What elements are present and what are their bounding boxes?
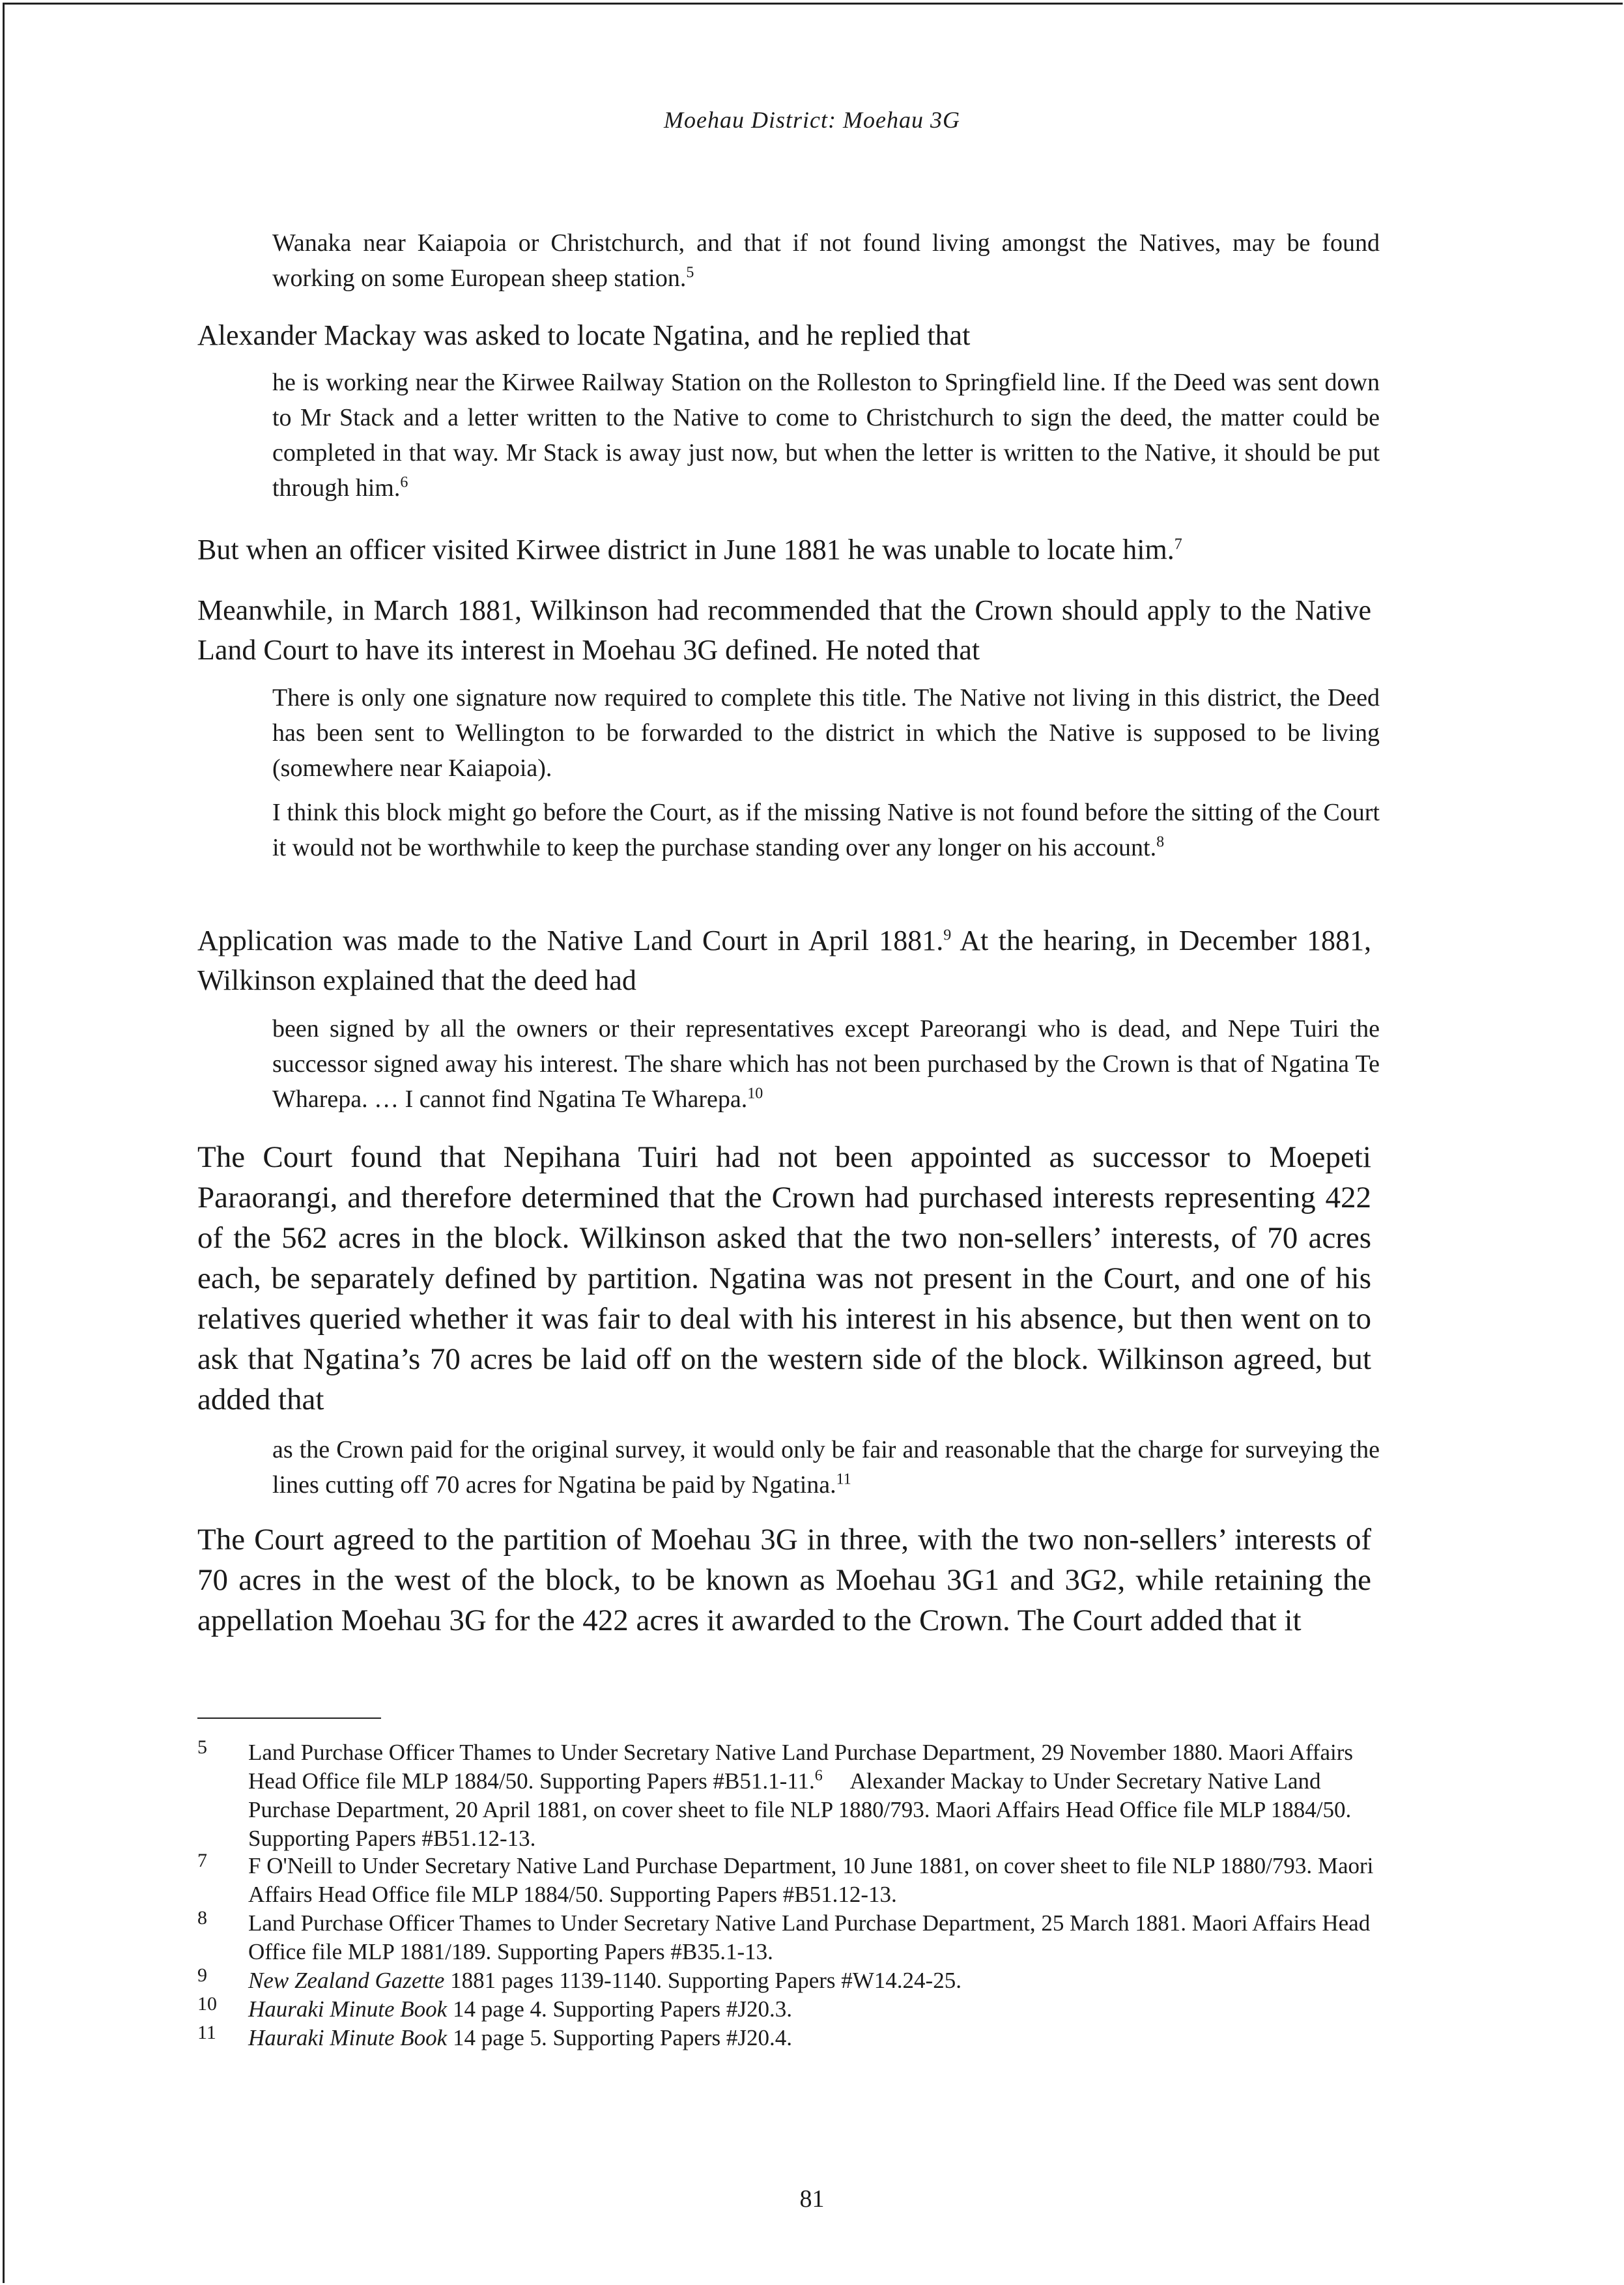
paragraph-text: Application was made to the Native Land Court in April 1881. (197, 925, 944, 956)
footnote-ref: 7 (1174, 536, 1182, 553)
paragraph-text: At the hearing, in December 1881, Wilkinson explained that the deed had (197, 925, 1371, 996)
footnote-text (248, 1995, 1382, 2024)
quote-text: as the Crown paid for the original survey, it would only be fair and reasonable that the charge for surveying the lines cutting off 70 acres for Ngatina be paid by Ngatina. (272, 1436, 1380, 1499)
block-quote-4 (272, 1011, 1380, 1117)
footnote-ref: 11 (836, 1471, 851, 1488)
block-quote-2 (272, 365, 1380, 506)
footnote-text-part: 14 page 5. Supporting Papers #J20.4. (447, 2025, 793, 2050)
block-quote-5 (272, 1432, 1380, 1502)
footnote-mark: 6 (814, 1767, 823, 1785)
footnote-ref: 9 (943, 927, 952, 944)
footnote-number: 8 (197, 1907, 207, 1929)
footnote-text-part: Land Purchase Officer Thames to Under Secretary Native Land Purchase Department, 29 November 1880. Maori Affairs Head Office file MLP 1884/50. Supporting Papers #B51.1-11. (248, 1740, 1353, 1794)
paragraph-5: The Court found that Nepihana Tuiri had not been appointed as successor to Moepeti Paraorangi, and therefore determined that the Crown had purchased interests representing 422 of the 562 acres in the block. Wilkinson asked that the two non-sellers’ interests, of 70 acres each, be separately defined by partition. Ngatina was not present in the Court, and one of his relatives queried whether it was fair to deal with his interest in his absence, but then went on to ask that Ngatina’s 70 acres be laid off on the western side of the block. Wilkinson agreed, but added that (197, 1140, 1371, 1416)
footnote-text-part: 14 page 4. Supporting Papers #J20.3. (447, 1996, 793, 2022)
footnote-ref: 5 (686, 264, 694, 281)
footnote-text: F O'Neill to Under Secretary Native Land Purchase Department, 10 June 1881, on cover sheet to file NLP 1880/793. Maori Affairs Head Office file MLP 1884/50. Supporting Papers #B51.12-13. (248, 1853, 1374, 1907)
footnote-text: Land Purchase Officer Thames to Under Secretary Native Land Purchase Department, 25 March 1881. Maori Affairs Head Office file MLP 1881/189. Supporting Papers #B35.1-13. (248, 1910, 1371, 1964)
footnote-number: 5 (197, 1736, 207, 1758)
footnote-number: 7 (197, 1850, 207, 1871)
paragraph-4 (197, 921, 1371, 1000)
paragraph-2 (197, 530, 1371, 569)
footnote-text-part: Alexander Mackay to Under Secretary Native Land Purchase Department, 20 April 1881, on cover sheet to file NLP 1880/793. Maori Affairs Head Office file MLP 1884/50. Supporting Papers #B51.12-13. (248, 1768, 1358, 1851)
quote-text: he is working near the Kirwee Railway Station on the Rolleston to Springfield line. If the Deed was sent down to Mr Stack and a letter written to the Native to come to Christchurch to sign the deed, the matter could be completed in that way. Mr Stack is away just now, but when the letter is written to the Native, it should be put through him. (272, 369, 1380, 502)
footnote-ref: 6 (400, 474, 408, 491)
quote-text: Wanaka near Kaiapoia or Christchurch, and that if not found living amongst the Natives, may be found working on some European sheep station. (272, 229, 1380, 292)
footnote-text (248, 1966, 1382, 1995)
publication-title: Hauraki Minute Book (248, 2025, 448, 2050)
block-quote-3a: There is only one signature now required to complete this title. The Native not living in this district, the Deed has been sent to Wellington to be forwarded to the district in which the Native is supposed to be living (somewhere near Kaiapoia). (272, 684, 1380, 782)
paragraph-1: Alexander Mackay was asked to locate Ngatina, and he replied that (197, 319, 971, 351)
publication-title: Hauraki Minute Book (248, 1996, 448, 2022)
footnote-text (248, 1738, 1382, 1853)
footnote-number: 9 (197, 1964, 207, 1986)
publication-title: New Zealand Gazette (248, 1968, 445, 1993)
block-quote-1 (272, 225, 1380, 296)
paragraph-6: The Court agreed to the partition of Moehau 3G in three, with the two non-sellers’ interests of 70 acres in the west of the block, to be known as Moehau 3G1 and 3G2, while retaining the appellation Moehau 3G for the 422 acres it awarded to the Crown. The Court added that it (197, 1523, 1371, 1637)
running-head: Moehau District: Moehau 3G (664, 107, 960, 133)
block-quote-3b (272, 795, 1380, 865)
footnote-text (248, 2024, 1382, 2052)
quote-text: I think this block might go before the Court, as if the missing Native is not found before the sitting of the Court it would not be worthwhile to keep the purchase standing over any longer on his account. (272, 799, 1380, 861)
paragraph-text: But when an officer visited Kirwee district in June 1881 he was unable to locate him. (197, 534, 1175, 566)
quote-text: been signed by all the owners or their representatives except Pareorangi who is dead, and Nepe Tuiri the successor signed away his interest. The share which has not been purchased by the Crown is that of Ngatina Te Wharepa. … I cannot find Ngatina Te Wharepa. (272, 1015, 1380, 1113)
footnote-ref: 8 (1156, 833, 1165, 851)
page-number: 81 (799, 2185, 825, 2213)
footnote-rule (197, 1717, 381, 1719)
footnote-number: 10 (197, 1993, 217, 2015)
footnote-text-part: 1881 pages 1139-1140. Supporting Papers #W14.24-25. (444, 1968, 962, 1993)
paragraph-3: Meanwhile, in March 1881, Wilkinson had recommended that the Crown should apply to the Native Land Court to have its interest in Moehau 3G defined. He noted that (197, 594, 1371, 666)
footnote-number: 11 (197, 2022, 216, 2043)
footnote-ref: 10 (747, 1085, 763, 1102)
